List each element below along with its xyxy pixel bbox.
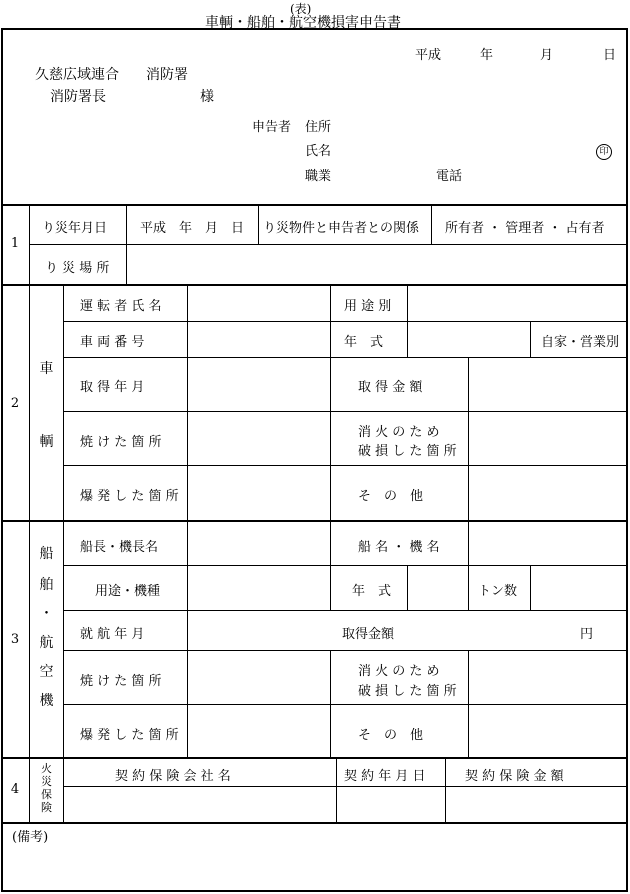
firefight-damage-label-1: 消 火 の た め	[358, 425, 440, 440]
section-4-side-1: 火	[41, 762, 52, 775]
section-3-side-6: 機	[39, 693, 54, 709]
driver-name-label: 運 転 者 氏 名	[80, 299, 162, 314]
section-3-side-2: 舶	[39, 577, 54, 593]
disaster-date-label: り災年月日	[42, 221, 108, 236]
date-month: 月	[540, 48, 554, 63]
disaster-place-field[interactable]	[128, 246, 626, 282]
form-marker: (表)	[290, 2, 312, 16]
addressee-dept: 消防署	[146, 67, 188, 83]
seal-mark: 印	[596, 144, 612, 160]
other-label: そ の 他	[358, 728, 424, 743]
model-year-label: 年 式	[344, 335, 384, 350]
section-4-number: 4	[10, 782, 20, 797]
section-2-side-bottom: 輌	[39, 434, 54, 450]
occupation-label: 職業	[305, 169, 332, 184]
burned-parts-label: 焼 け た 箇 所	[80, 674, 162, 689]
remarks-field[interactable]	[3, 842, 625, 890]
addressee-honorific: 様	[200, 89, 214, 105]
insurer-label: 契 約 保 険 会 社 名	[115, 769, 231, 784]
address-label: 住所	[305, 120, 332, 135]
burned-parts-label: 焼 け た 箇 所	[80, 435, 162, 450]
addressee-org: 久慈広域連合	[35, 67, 119, 83]
contract-date-label: 契 約 年 月 日	[344, 769, 426, 784]
firefight-damage-label-2: 破 損 し た 箇 所	[358, 444, 457, 459]
section-3-side-5: 空	[39, 664, 54, 680]
usage-type-label: 用途・機種	[95, 584, 161, 599]
model-year-label: 年 式	[352, 584, 392, 599]
other-label: そ の 他	[358, 489, 424, 504]
date-year: 年	[480, 48, 494, 63]
disaster-date-value: 平成 年 月 日	[140, 221, 245, 236]
date-era: 平成	[415, 48, 442, 63]
remarks-label: (備考)	[12, 830, 49, 845]
section-2-number: 2	[10, 396, 20, 411]
ship-name-label: 船 名 ・ 機 名	[358, 540, 440, 555]
yen-unit: 円	[580, 627, 594, 642]
relation-label: り災物件と申告者との関係	[263, 221, 420, 236]
private-business-label: 自家・営業別	[541, 335, 620, 350]
vehicle-number-label: 車 両 番 号	[80, 335, 145, 350]
firefight-damage-label-1: 消 火 の た め	[358, 664, 440, 679]
section-4-side-2: 災	[41, 775, 52, 788]
exploded-parts-label: 爆 発 し た 箇 所	[80, 489, 179, 504]
acquired-date-label: 取 得 年 月	[80, 380, 145, 395]
section-3-number: 3	[10, 632, 20, 647]
acquired-amount-label: 取 得 金 額	[358, 380, 423, 395]
phone-label: 電話	[436, 169, 463, 184]
disaster-place-label: り 災 場 所	[45, 261, 110, 276]
relation-options: 所有者 ・ 管理者 ・ 占有者	[445, 221, 605, 236]
usage-label: 用 途 別	[344, 299, 392, 314]
exploded-parts-label: 爆 発 し た 箇 所	[80, 728, 179, 743]
section-3-side-3: ・	[39, 606, 54, 622]
addressee-title: 消防署長	[50, 89, 106, 105]
insured-amount-label: 契 約 保 険 金 額	[465, 769, 564, 784]
tonnage-label: トン数	[478, 584, 518, 599]
section-2-side-top: 車	[39, 361, 54, 377]
section-4-side-3: 保	[41, 788, 52, 801]
section-4-side-4: 険	[41, 801, 52, 814]
captain-name-label: 船長・機長名	[80, 540, 159, 555]
date-day: 日	[603, 48, 617, 63]
form-title: 車輌・船舶・航空機損害申告書	[205, 15, 401, 31]
section-3-side-1: 船	[39, 546, 54, 562]
firefight-damage-label-2: 破 損 し た 箇 所	[358, 684, 457, 699]
applicant-label: 申告者	[252, 120, 292, 135]
acquired-amount-label: 取得金額	[342, 627, 395, 642]
name-label: 氏名	[305, 144, 332, 159]
section-3-side-4: 航	[39, 635, 54, 651]
section-1-number: 1	[10, 236, 20, 251]
service-date-label: 就 航 年 月	[80, 627, 145, 642]
